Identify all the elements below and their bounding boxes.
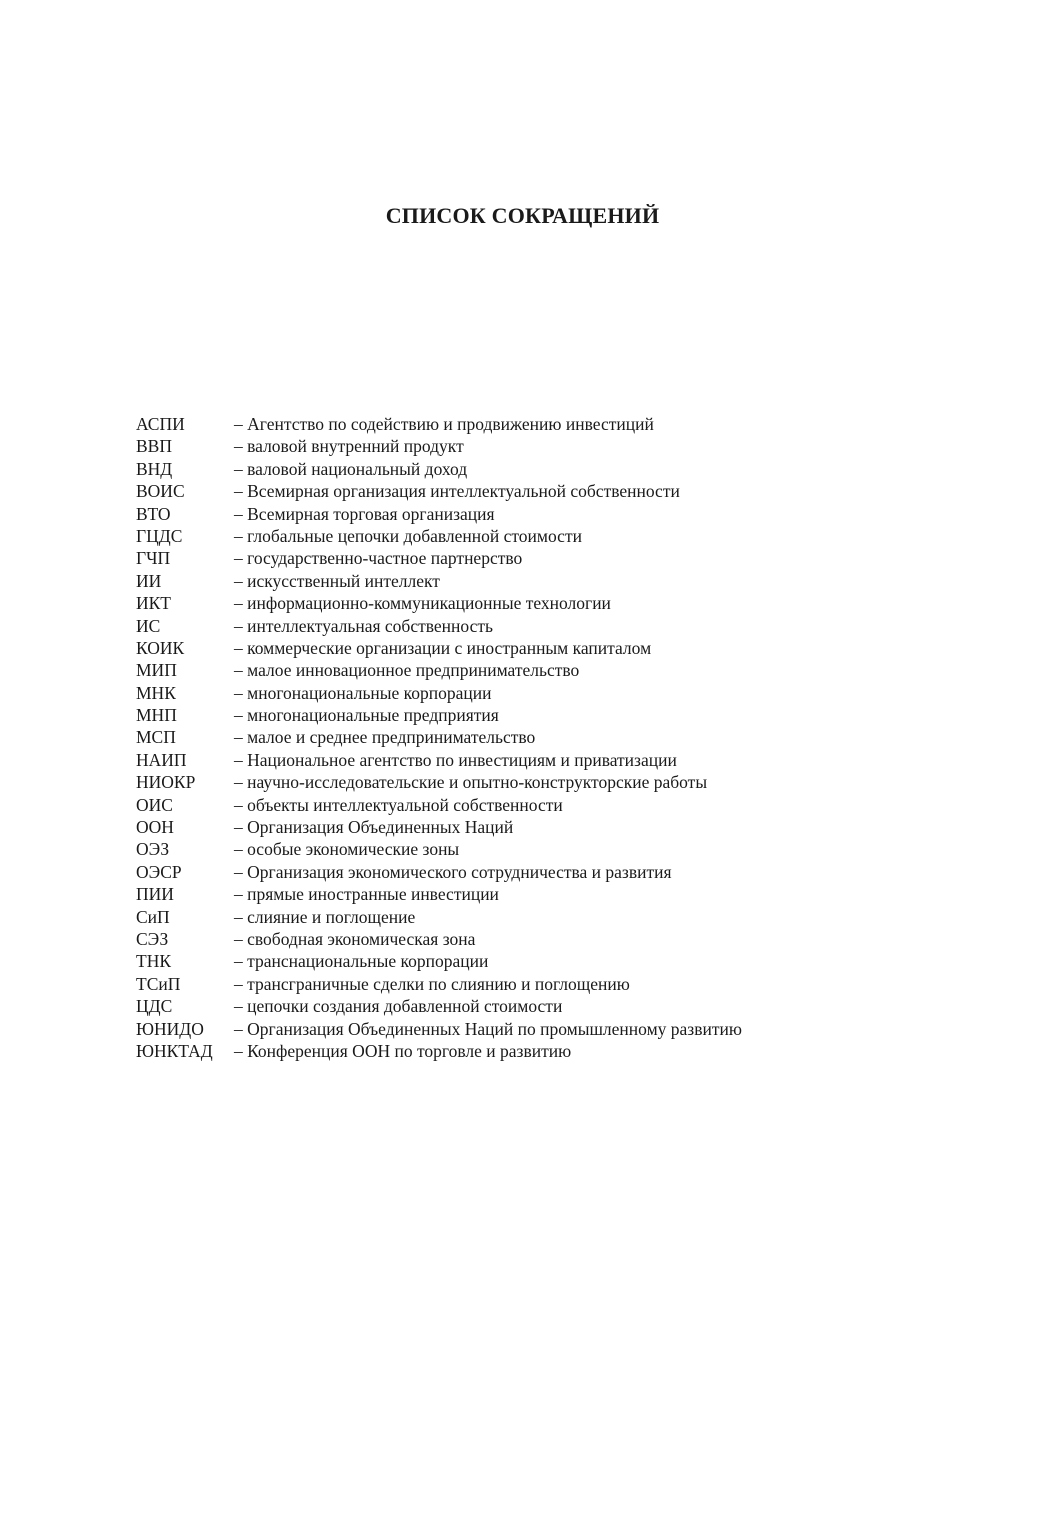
abbreviation-term: ЦДС xyxy=(136,996,173,1017)
abbreviation-term: ТСиП xyxy=(136,973,181,994)
abbreviation-definition: – трансграничные сделки по слиянию и поглощению xyxy=(234,973,630,994)
abbreviation-row xyxy=(136,615,936,637)
abbreviation-definition: – объекты интеллектуальной собственности xyxy=(234,794,563,815)
abbreviation-definition: – транснациональные корпорации xyxy=(234,951,489,972)
abbreviation-definition: – Конференция ООН по торговле и развитию xyxy=(234,1040,572,1061)
abbreviation-row xyxy=(136,973,936,995)
abbreviation-term: МСП xyxy=(136,727,176,748)
abbreviation-term: ООН xyxy=(136,817,174,838)
abbreviation-row xyxy=(136,749,936,771)
abbreviation-definition: – Организация Объединенных Наций xyxy=(234,817,514,838)
abbreviation-definition: – прямые иностранные инвестиции xyxy=(234,884,499,905)
abbreviation-term: НАИП xyxy=(136,749,187,770)
abbreviation-row xyxy=(136,950,936,972)
abbreviation-term: СЭЗ xyxy=(136,928,169,949)
abbreviation-term: НИОКР xyxy=(136,772,196,793)
abbreviation-definition: – малое инновационное предпринимательство xyxy=(234,660,580,681)
abbreviation-definition: – глобальные цепочки добавленной стоимости xyxy=(234,525,582,546)
abbreviation-row xyxy=(136,995,936,1017)
abbreviation-term: ЮНКТАД xyxy=(136,1040,213,1061)
abbreviation-term: МНК xyxy=(136,682,176,703)
abbreviation-definition: – многонациональные корпорации xyxy=(234,682,492,703)
abbreviation-term: ВОИС xyxy=(136,481,185,502)
abbreviation-definition: – Всемирная торговая организация xyxy=(234,503,495,524)
abbreviation-definition: – Агентство по содействию и продвижению инвестиций xyxy=(234,414,654,434)
abbreviation-row xyxy=(136,726,936,748)
abbreviation-term: ВНД xyxy=(136,458,173,479)
abbreviation-term: ОЭСР xyxy=(136,861,182,882)
abbreviation-term: ТНК xyxy=(136,951,171,972)
abbreviation-row xyxy=(136,592,936,614)
abbreviation-list xyxy=(136,413,936,1062)
abbreviation-row xyxy=(136,570,936,592)
abbreviation-definition: – свободная экономическая зона xyxy=(234,928,476,949)
abbreviation-row xyxy=(136,547,936,569)
abbreviation-term: МИП xyxy=(136,660,177,681)
abbreviation-term: ГЧП xyxy=(136,548,171,569)
abbreviation-row xyxy=(136,1018,936,1040)
abbreviation-row xyxy=(136,525,936,547)
abbreviation-term: ВТО xyxy=(136,503,171,524)
abbreviation-row xyxy=(136,682,936,704)
abbreviation-term: ВВП xyxy=(136,436,172,457)
abbreviation-definition: – малое и среднее предпринимательство xyxy=(234,727,536,748)
abbreviation-definition: – информационно-коммуникационные технологии xyxy=(234,593,611,614)
abbreviation-term: КОИК xyxy=(136,637,185,658)
abbreviation-definition: – многонациональные предприятия xyxy=(234,705,499,726)
abbreviation-definition: – Всемирная организация интеллектуальной собственности xyxy=(234,481,680,502)
abbreviation-term: ОИС xyxy=(136,794,173,815)
abbreviation-term: АСПИ xyxy=(136,414,185,434)
abbreviation-term: СиП xyxy=(136,906,170,927)
abbreviation-row xyxy=(136,413,936,435)
abbreviation-row xyxy=(136,458,936,480)
abbreviation-definition: – Организация Объединенных Наций по промышленному развитию xyxy=(234,1018,742,1039)
abbreviation-definition: – цепочки создания добавленной стоимости xyxy=(234,996,563,1017)
abbreviation-row xyxy=(136,659,936,681)
abbreviation-row xyxy=(136,861,936,883)
abbreviation-row xyxy=(136,480,936,502)
abbreviation-row xyxy=(136,816,936,838)
abbreviation-row xyxy=(136,883,936,905)
abbreviation-definition: – Национальное агентство по инвестициям и приватизации xyxy=(234,749,677,770)
abbreviation-term: ОЭЗ xyxy=(136,839,170,860)
abbreviation-row xyxy=(136,906,936,928)
abbreviation-definition: – Организация экономического сотрудничества и развития xyxy=(234,861,672,882)
abbreviation-term: ЮНИДО xyxy=(136,1018,204,1039)
abbreviation-term: ИИ xyxy=(136,570,162,591)
abbreviation-definition: – валовой национальный доход xyxy=(234,458,468,479)
abbreviation-term: ПИИ xyxy=(136,884,174,905)
abbreviation-term: МНП xyxy=(136,705,177,726)
abbreviation-row xyxy=(136,704,936,726)
abbreviation-row xyxy=(136,637,936,659)
abbreviation-definition: – государственно-частное партнерство xyxy=(234,548,523,569)
abbreviation-definition: – искусственный интеллект xyxy=(234,570,440,591)
abbreviation-definition: – научно-исследовательские и опытно-конструкторские работы xyxy=(234,772,708,793)
abbreviation-definition: – коммерческие организации с иностранным капиталом xyxy=(234,637,652,658)
abbreviation-row xyxy=(136,503,936,525)
abbreviation-definition: – валовой внутренний продукт xyxy=(234,436,464,457)
abbreviation-term: ИКТ xyxy=(136,593,171,614)
abbreviation-row xyxy=(136,1040,936,1062)
page-title: СПИСОК СОКРАЩЕНИЙ xyxy=(385,203,660,228)
abbreviation-row xyxy=(136,928,936,950)
abbreviation-row xyxy=(136,771,936,793)
abbreviation-row xyxy=(136,838,936,860)
abbreviation-definition: – особые экономические зоны xyxy=(234,839,460,860)
abbreviation-row xyxy=(136,794,936,816)
abbreviation-definition: – слияние и поглощение xyxy=(234,906,416,927)
abbreviation-term: ГЦДС xyxy=(136,525,183,546)
abbreviation-definition: – интеллектуальная собственность xyxy=(234,615,493,636)
abbreviation-row xyxy=(136,435,936,457)
abbreviation-term: ИС xyxy=(136,615,161,636)
